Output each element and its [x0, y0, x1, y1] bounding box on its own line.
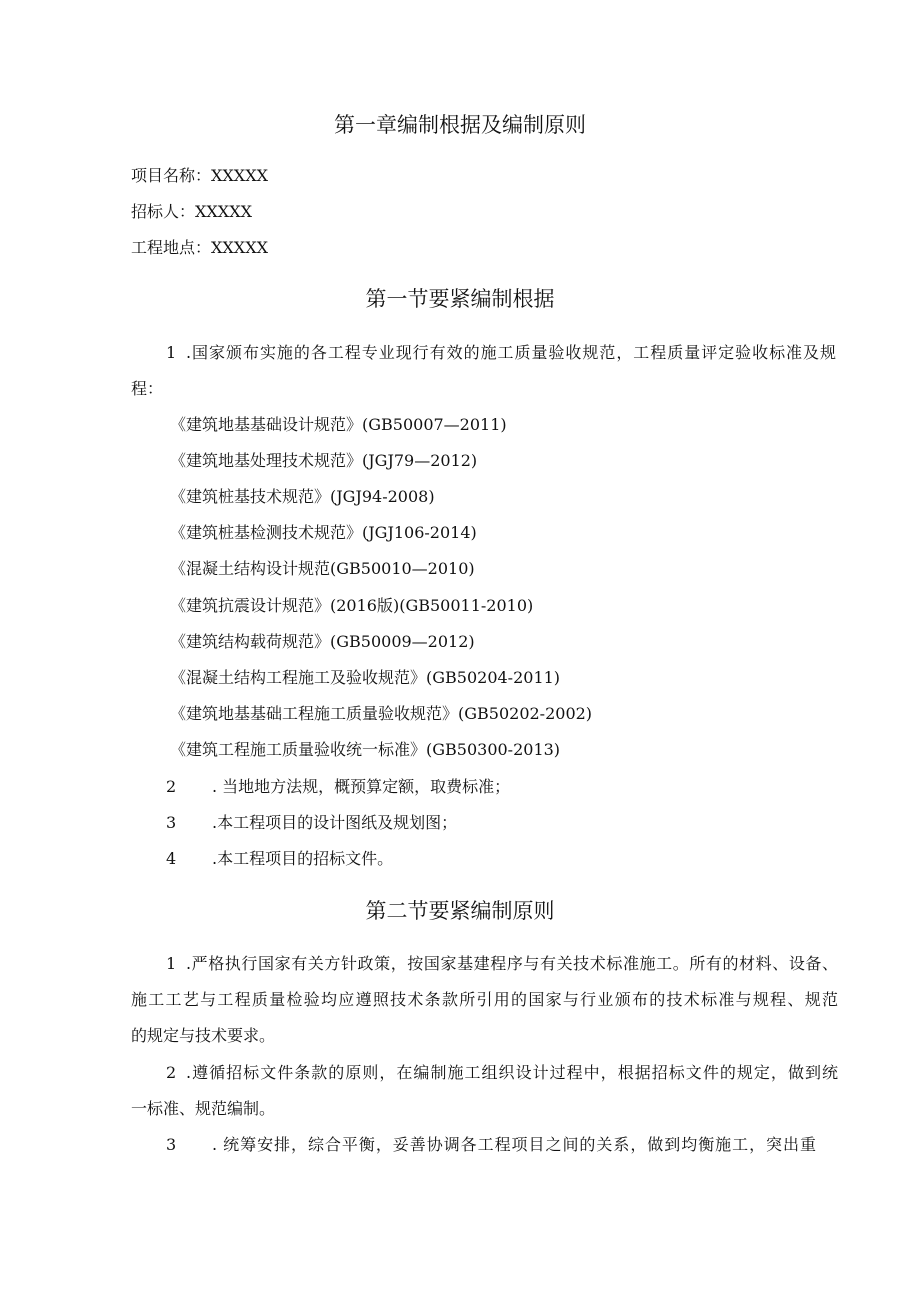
location-line [131, 238, 268, 258]
standard-1: 《建筑地基基础设计规范》(GB50007—2011) [170, 415, 507, 434]
tenderer-value: XXXXX [195, 202, 252, 221]
s1-item4-text: .本工程项目的招标文件。 [212, 849, 394, 868]
tenderer-label: 招标人： [131, 202, 196, 221]
standard-6: 《建筑抗震设计规范》(2016版)(GB50011-2010) [170, 596, 534, 615]
section1-title: 第一节要紧编制根据 [365, 287, 555, 311]
project-name-line [131, 166, 268, 186]
standard-3: 《建筑桩基技术规范》(JGJ94-2008) [170, 487, 435, 506]
standard-9: 《建筑地基基础工程施工质量验收规范》(GB50202-2002) [170, 704, 593, 723]
s2-p1-line3: 的规定与技术要求。 [131, 1026, 276, 1045]
project-name-label: 项目名称： [131, 166, 212, 185]
tenderer-line [131, 202, 252, 222]
location-label: 工程地点： [131, 238, 212, 257]
s1-item2-text: . 当地地方法规，概预算定额，取费标准； [212, 777, 511, 796]
standard-5: 《混凝土结构设计规范(GB50010—2010) [170, 559, 475, 578]
s1-item1-line2: 程： [131, 379, 164, 398]
s1-item3-text: .本工程项目的设计图纸及规划图； [212, 813, 458, 832]
s2-p2-line1: .遵循招标文件条款的原则，在编制施工组织设计过程中，根据招标文件的规定，做到统 [186, 1063, 838, 1082]
s2-p3-line1: . 统筹安排，综合平衡，妥善协调各工程项目之间的关系，做到均衡施工，突出重 [212, 1135, 816, 1154]
s2-p3-num: 3 [166, 1135, 177, 1154]
project-name-value: XXXXX [211, 166, 268, 185]
standard-7: 《建筑结构载荷规范》(GB50009—2012) [170, 632, 475, 651]
s1-item2-num: 2 [166, 777, 177, 796]
s2-p2-line2: 一标准、规范编制。 [131, 1099, 276, 1118]
standard-2: 《建筑地基处理技术规范》(JGJ79—2012) [170, 451, 478, 470]
standard-8: 《混凝土结构工程施工及验收规范》(GB50204-2011) [170, 668, 561, 687]
s2-p1-line1: .严格执行国家有关方针政策，按国家基建程序与有关技术标准施工。所有的材料、设备、 [186, 954, 838, 973]
location-value: XXXXX [211, 238, 268, 257]
s2-p1-line2: 施工工艺与工程质量检验均应遵照技术条款所引用的国家与行业颁布的技术标准与规程、规范 [131, 990, 838, 1009]
chapter-title: 第一章编制根据及编制原则 [334, 113, 586, 137]
s1-item4-num: 4 [166, 849, 177, 868]
s1-item1-line1: .国家颁布实施的各工程专业现行有效的施工质量验收规范，工程质量评定验收标准及规 [186, 343, 836, 362]
s1-item1-num: 1 [166, 343, 177, 362]
standard-10: 《建筑工程施工质量验收统一标准》(GB50300-2013) [170, 740, 561, 759]
section2-title: 第二节要紧编制原则 [365, 899, 555, 923]
s2-p1-num: 1 [166, 954, 177, 973]
standard-4: 《建筑桩基检测技术规范》(JGJ106-2014) [170, 523, 477, 542]
s1-item3-num: 3 [166, 813, 177, 832]
s2-p2-num: 2 [166, 1063, 177, 1082]
